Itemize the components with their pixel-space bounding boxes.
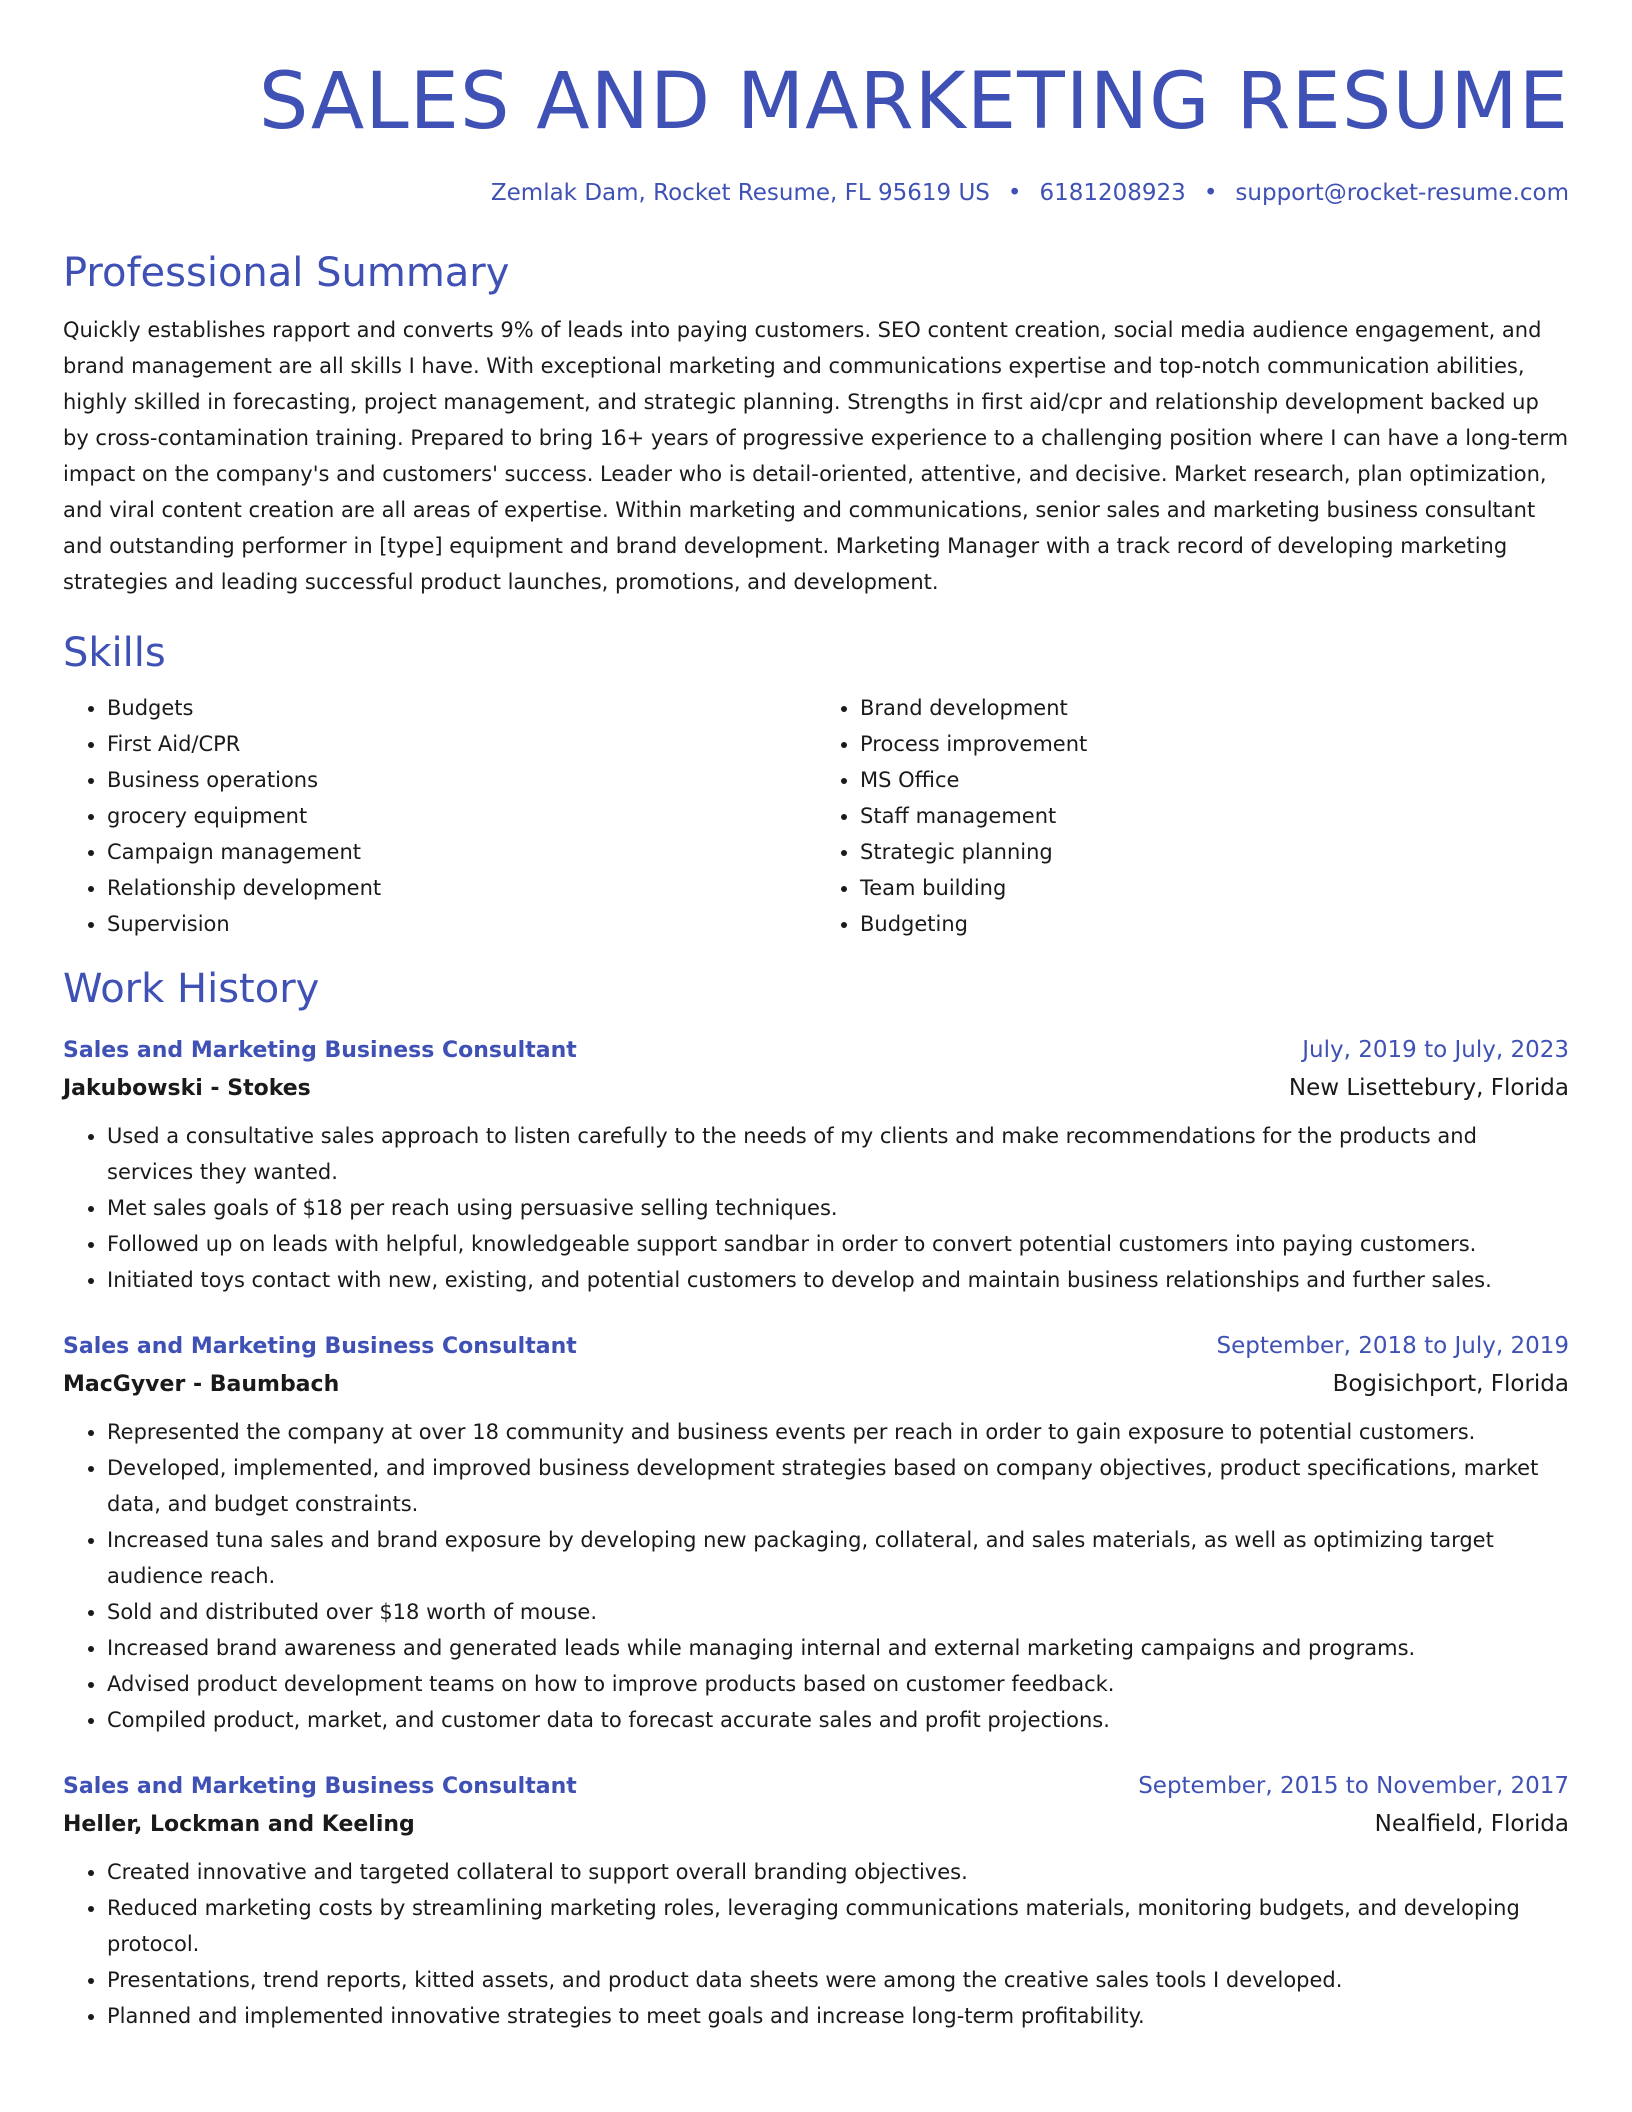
job-bullets <box>63 1414 1569 1738</box>
skills-column-left <box>63 690 816 942</box>
skills-heading: Skills <box>63 630 166 676</box>
contact-address: Zemlak Dam, Rocket Resume, FL 95619 US <box>490 180 990 206</box>
job-bullet: • Followed up on leads with helpful, knowledgeable support sandbar in order to convert potential customers into paying customers. <box>107 1226 1569 1262</box>
job-bullet: • Increased tuna sales and brand exposure by developing new packaging, collateral, and sales materials, as well as optimizing target audience reach. <box>107 1522 1569 1594</box>
job-bullets <box>63 1118 1569 1298</box>
job-bullet: • Increased brand awareness and generated leads while managing internal and external marketing campaigns and programs. <box>107 1630 1569 1666</box>
work-history-heading: Work History <box>63 966 320 1012</box>
skill-item: • Relationship development <box>107 870 816 906</box>
skill-item: • Team building <box>860 870 1569 906</box>
job-bullet: • Developed, implemented, and improved business development strategies based on company objectives, product specifications, market data, and budget constraints. <box>107 1450 1569 1522</box>
job-bullet: • Presentations, trend reports, kitted assets, and product data sheets were among the creative sales tools I developed. <box>107 1962 1569 1998</box>
job-dates: July, 2019 to July, 2023 <box>1302 1037 1569 1063</box>
resume-title: SALES AND MARKETING RESUME <box>258 57 1569 147</box>
job-bullet: • Initiated toys contact with new, existing, and potential customers to develop and maintain business relationships and further sales. <box>107 1262 1569 1298</box>
skill-item: • grocery equipment <box>107 798 816 834</box>
skill-item: • Process improvement <box>860 726 1569 762</box>
contact-line <box>63 178 1569 208</box>
job-bullet: • Met sales goals of $18 per reach using persuasive selling techniques. <box>107 1190 1569 1226</box>
job-bullet: • Advised product development teams on how to improve products based on customer feedback. <box>107 1666 1569 1702</box>
job-bullets <box>63 1854 1569 2034</box>
job-bullet: • Planned and implemented innovative strategies to meet goals and increase long-term profitability. <box>107 1998 1569 2034</box>
skill-item: • Strategic planning <box>860 834 1569 870</box>
job-bullet: • Created innovative and targeted collateral to support overall branding objectives. <box>107 1854 1569 1890</box>
job-dates: September, 2015 to November, 2017 <box>1138 1773 1569 1799</box>
skills-column-right <box>816 690 1569 942</box>
job-bullet: • Compiled product, market, and customer data to forecast accurate sales and profit projections. <box>107 1702 1569 1738</box>
contact-phone: 6181208923 <box>1039 180 1186 206</box>
job-dates: September, 2018 to July, 2019 <box>1216 1333 1569 1359</box>
job-bullet: • Represented the company at over 18 community and business events per reach in order to gain exposure to potential customers. <box>107 1414 1569 1450</box>
contact-separator: • <box>1203 180 1218 206</box>
contact-email[interactable]: support@rocket-resume.com <box>1235 180 1569 206</box>
job-company: Jakubowski - Stokes <box>63 1076 311 1101</box>
job-title: Sales and Marketing Business Consultant <box>63 1774 577 1799</box>
job-location: New Lisettebury, Florida <box>1288 1075 1569 1101</box>
job-bullet: • Used a consultative sales approach to listen carefully to the needs of my clients and make recommendations for the products and services they wanted. <box>107 1118 1569 1190</box>
job-location: Bogisichport, Florida <box>1332 1371 1569 1397</box>
job-entry <box>63 1328 1569 1738</box>
skill-item: • Budgets <box>107 690 816 726</box>
job-bullet: • Sold and distributed over $18 worth of mouse. <box>107 1594 1569 1630</box>
skill-item: • Budgeting <box>860 906 1569 942</box>
job-location: Nealfield, Florida <box>1374 1811 1569 1837</box>
job-title: Sales and Marketing Business Consultant <box>63 1038 577 1063</box>
skill-item: • Campaign management <box>107 834 816 870</box>
job-bullet: • Reduced marketing costs by streamlining marketing roles, leveraging communications materials, monitoring budgets, and developing protocol. <box>107 1890 1569 1962</box>
skill-item: • MS Office <box>860 762 1569 798</box>
job-entry <box>63 1032 1569 1298</box>
summary-text: Quickly establishes rapport and converts 9% of leads into paying customers. SEO content creation, social media audience engagement, and brand management are all skills I have. With exceptional marketing and communications expertise and top-notch communication abilities, highly skilled in forecasting, project management, and strategic planning. Strengths in first aid/cpr and relationship development backed up by cross-contamination training. Prepared to bring 16+ years of progressive experience to a challenging position where I can have a long-term impact on the company's and customers' success. Leader who is detail-oriented, attentive, and decisive. Market research, plan optimization, and viral content creation are all areas of expertise. Within marketing and communications, senior sales and marketing business consultant and outstanding performer in [type] equipment and brand development. Marketing Manager with a track record of developing marketing strategies and leading successful product launches, promotions, and development. <box>63 318 1569 594</box>
job-entry <box>63 1768 1569 2034</box>
skill-item: • Business operations <box>107 762 816 798</box>
job-company: Heller, Lockman and Keeling <box>63 1812 415 1837</box>
resume-header <box>63 0 1569 208</box>
job-company: MacGyver - Baumbach <box>63 1372 340 1397</box>
skill-item: • First Aid/CPR <box>107 726 816 762</box>
skill-item: • Brand development <box>860 690 1569 726</box>
contact-separator: • <box>1007 180 1022 206</box>
job-title: Sales and Marketing Business Consultant <box>63 1334 577 1359</box>
skill-item: • Staff management <box>860 798 1569 834</box>
summary-heading: Professional Summary <box>63 250 510 296</box>
skills-list <box>63 690 1569 942</box>
skill-item: • Supervision <box>107 906 816 942</box>
